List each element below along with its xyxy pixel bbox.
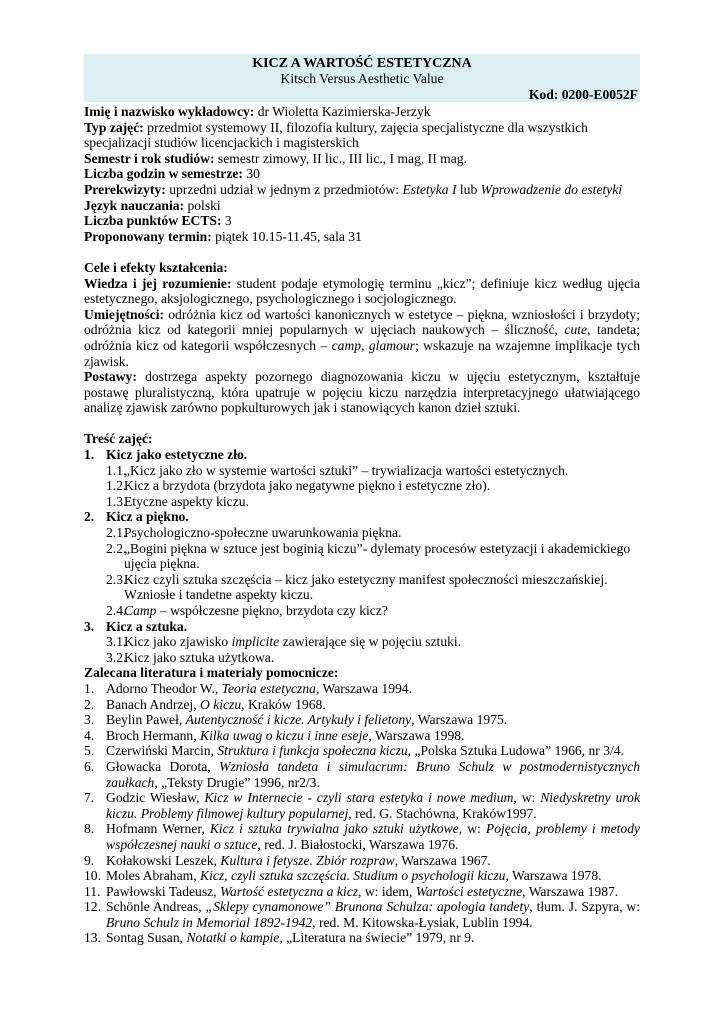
literature-item: 8. Hofmann Werner, Kicz i sztuka trywialna jako sztuki użytkowe, w: Pojęcia, problemy i metody współczesnej nauki o sztuce, red. J. Białostocki, Warszawa 1976. <box>84 821 641 852</box>
course-title: KICZ A WARTOŚĆ ESTETYCZNA <box>252 56 472 71</box>
content-heading: Treść zajęć: <box>84 431 153 447</box>
literature-item: 10. Moles Abraham, Kicz, czyli sztuka szczęścia. Studium o psychologii kiczu, Warszawa 1978. <box>84 868 602 884</box>
info-line: Proponowany termin: piątek 10.15-11.45, sala 31 <box>84 228 362 244</box>
literature-item: 7. Godzic Wiesław, Kicz w Internecie - czyli stara estetyka i nowe medium, w: Niedyskretny urok kiczu. Problemy filmowej kultury popularnej, red. G. Stachówna, Kraków1997. <box>84 790 640 821</box>
content-subitem: 3.2. Kicz jako sztuka użytkowa. <box>106 649 275 665</box>
content-subitem: 2.2. „Bogini piękna w sztuce jest boginią kiczu”- dylematy procesów estetyzacji i akademickiego ujęcia piękna. <box>106 540 631 572</box>
content-section: 2. Kicz a piękno. <box>84 509 189 525</box>
literature-item: 2. Banach Andrzej, O kiczu, Kraków 1968. <box>84 696 326 712</box>
literature-item: 3. Beylin Paweł, Autentyczność i kicze. Artykuły i felietony, Warszawa 1975. <box>84 712 508 728</box>
content-subitem: 1.1. „Kicz jako zło w systemie wartości sztuki” – trywializacja wartości estetycznych. <box>106 462 569 478</box>
info-line: Liczba godzin w semestrze: 30 <box>84 166 260 182</box>
content-section: 3. Kicz a sztuka. <box>84 618 188 634</box>
literature-item: 12. Schönle Andreas, „Sklepy cynamonowe” Brunona Schulza: apologia tandety, tłum. J. Szpyra, w: Bruno Schulz in Memorial 1892-1942, red. M. Kitowska-Łysiak, Lublin 1994. <box>84 899 640 930</box>
content-subitem: 2.3. Kicz czyli sztuka szczęścia – kicz jako estetyczny manifest społeczności mieszczańskiej. Wzniosłe i tandetne aspekty kiczu. <box>106 571 608 603</box>
info-line: Prerekwizyty: uprzedni udział w jednym z przedmiotów: Estetyka I lub Wprowadzenie do estetyki <box>84 181 623 197</box>
content-subitem: 1.3. Etyczne aspekty kiczu. <box>106 493 249 509</box>
document-body <box>84 104 640 946</box>
info-line: Liczba punktów ECTS: 3 <box>84 213 232 229</box>
content-subitem: 1.2. Kicz a brzydota (brzydota jako negatywne piękno i estetyczne zło). <box>106 478 491 494</box>
goals-skills: Umiejętności: odróżnia kicz od wartości kanonicznych w estetyce – piękna, wzniosłości i brzydoty; odróżnia kicz od kategorii mniej popularnych w ujęciach naukowych – śliczność, cute, tandeta; odróżnia kicz od kategorii współczesnych – camp, glamour; wskazuje na wzajemne implikacje tych zjawisk. <box>84 306 641 369</box>
info-line: Semestr i rok studiów: semestr zimowy, II lic., III lic., I mag, II mag. <box>84 150 467 166</box>
goals-heading: Cele i efekty kształcenia: <box>84 259 228 275</box>
content-section: 1. Kicz jako estetyczne zło. <box>84 447 248 463</box>
literature-item: 9. Kołakowski Leszek, Kultura i fetysze. Zbiór rozpraw, Warszawa 1967. <box>84 852 491 868</box>
goals-attitudes: Postawy: dostrzega aspekty pozornego diagnozowania kiczu w ujęciu estetycznym, kształtuje postawę pluralistyczną, która upatruje w pojęciu kiczu narzędzia interpretacyjnego ułatwiającego analizę zjawisk zarówno popkulturowych jak i stanowiących kanon dzieł sztuki. <box>84 369 640 416</box>
literature-item: 6. Głowacka Dorota, Wzniosła tandeta i simulacrum: Bruno Schulz w postmodernistycznych zaułkach, „Teksty Drugie” 1996, nr2/3. <box>84 758 640 790</box>
literature-heading: Zalecana literatura i materiały pomocnicze: <box>84 665 339 681</box>
literature-item: 5. Czerwiński Marcin, Struktura i funkcja społeczna kiczu, „Polska Sztuka Ludowa” 1966, nr 3/4. <box>84 743 624 759</box>
content-subitem: 3.1. Kicz jako zjawisko implicite zawierające się w pojęciu sztuki. <box>106 634 462 650</box>
literature-item: 4. Broch Hermann, Kilka uwag o kiczu i inne eseje, Warszawa 1998. <box>84 727 465 743</box>
course-header <box>84 54 640 102</box>
info-line: Język nauczania: polski <box>84 197 221 213</box>
content-subitem: 2.4. Camp – współczesne piękno, brzydota czy kicz? <box>106 603 388 618</box>
info-line: Imię i nazwisko wykładowcy: dr Wioletta Kazimierska-Jerzyk <box>84 104 431 119</box>
literature-item: 13. Sontag Susan, Notatki o kampie, „Literatura na świecie” 1979, nr 9. <box>84 930 475 946</box>
content-subitem: 2.1. Psychologiczno-społeczne uwarunkowania piękna. <box>106 525 402 541</box>
course-subtitle: Kitsch Versus Aesthetic Value <box>280 71 444 86</box>
info-line: Typ zajęć: przedmiot systemowy II, filozofia kultury, zajęcia specjalistyczne dla wszystkich specjalizacji studiów licencjackich i magisterskich <box>84 119 588 151</box>
goals-knowledge: Wiedza i jej rozumienie: student podaje etymologię terminu „kicz”; definiuje kicz według ujęcia estetycznego, aksjologicznego, psychologicznego i socjologicznego. <box>84 275 640 307</box>
course-code: Kod: 0200-E0052F <box>528 87 638 102</box>
literature-item: 11. Pawłowski Tadeusz, Wartość estetyczna a kicz, w: idem, Wartości estetyczne, Warszawa 1987. <box>84 883 619 899</box>
literature-item: 1. Adorno Theodor W., Teoria estetyczna, Warszawa 1994. <box>84 680 412 696</box>
